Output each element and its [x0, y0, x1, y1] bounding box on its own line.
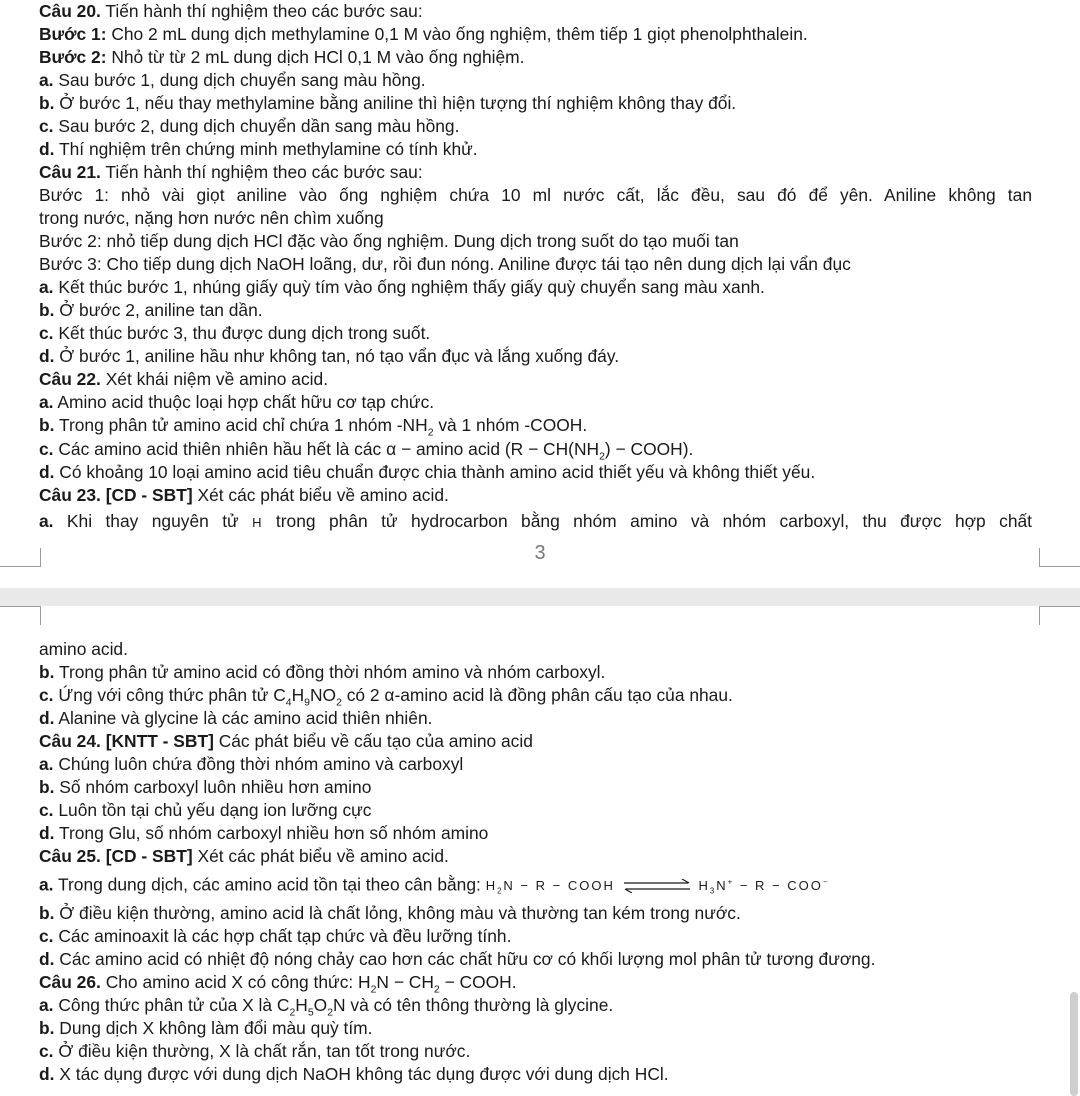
text-line — [39, 345, 1032, 367]
question-label: Câu 22. — [39, 369, 101, 389]
text-line — [39, 322, 1032, 344]
page-separator — [0, 588, 1080, 606]
equilibrium-left: $H_2N - R$ − COOH — [485, 878, 615, 896]
question-24-option-c: c. Luôn tồn tại chủ yếu dạng ion lưỡng cực — [39, 800, 372, 820]
line-text: Kết thúc bước 3, thu được dung dịch trong suốt. — [53, 323, 431, 343]
question-25-option-a: a. Trong dung dịch, các amino acid tồn tại theo cân bằng: $H_2N - R$ − COOH $H_3N^+ - R - COO^-$ — [39, 874, 830, 896]
text-line — [39, 23, 1032, 45]
text-line — [39, 115, 1032, 137]
text-line — [39, 138, 1032, 160]
question-23-option-c: c. Ứng với công thức phân tử $C_4H_9NO_2$ có 2 α-amino acid là đồng phân cấu tạo của nhau. — [39, 685, 733, 709]
question-26-option-a: a. Công thức phân tử của X là $C_2H_5O_2N$ và có tên thông thường là glycine. — [39, 995, 614, 1019]
question-26-title: Câu 26. Cho amino acid X có công thức: $H_2N - CH_2$ − COOH. — [39, 972, 517, 996]
question-label: b. — [39, 93, 55, 113]
page-corner-mark — [1039, 548, 1080, 567]
text-line — [39, 69, 1032, 91]
question-24-title: Câu 24. [KNTT - SBT] Các phát biểu về cấu tạo của amino acid — [39, 731, 533, 751]
text-line — [39, 92, 1032, 114]
line-text: Sau bước 1, dung dịch chuyển sang màu hồng. — [53, 70, 426, 90]
page-corner-mark — [0, 606, 41, 625]
line-text: Tiến hành thí nghiệm theo các bước sau: — [100, 1, 423, 21]
line-text: Cho 2 mL dung dịch methylamine 0,1 M vào ống nghiệm, thêm tiếp 1 giọt phenolphthalein. — [106, 24, 808, 44]
line-text: Sau bước 2, dung dịch chuyển dần sang màu hồng. — [53, 116, 460, 136]
line-text: Tiến hành thí nghiệm theo các bước sau: — [100, 162, 423, 182]
page-corner-mark — [0, 548, 41, 567]
line-text: Nhỏ từ từ 2 mL dung dịch HCl 0,1 M vào ống nghiệm. — [106, 47, 525, 67]
question-23-option-d: d. Alanine và glycine là các amino acid thiên nhiên. — [39, 708, 433, 728]
line-text: Ở bước 1, nếu thay methylamine bằng aniline thì hiện tượng thí nghiệm không thay đổi. — [54, 93, 737, 113]
question-label: d. — [39, 139, 55, 159]
question-23-title: Câu 23. [CD - SBT] Xét các phát biểu về amino acid. — [39, 485, 449, 505]
question-label: Câu 20. — [39, 1, 101, 21]
question-25-option-d: d. Các amino acid có nhiệt độ nóng chảy cao hơn các chất hữu cơ có khối lượng mol phân tử tương đương. — [39, 949, 876, 969]
question-label: d. — [39, 346, 55, 366]
question-label: c. — [39, 116, 54, 136]
question-26-option-d: d. X tác dụng được với dung dịch NaOH không tác dụng được với dung dịch HCl. — [39, 1064, 669, 1084]
line-text: Ở bước 2, aniline tan dần. — [54, 300, 263, 320]
question-22-option-b: b. Trong phân tử amino acid chỉ chứa 1 nhóm $-NH_2$ và 1 nhóm -COOH. — [39, 415, 588, 439]
text-line — [39, 391, 1032, 413]
line-text: Thí nghiệm trên chứng minh methylamine có tính khử. — [54, 139, 478, 159]
question-26-option-c: c. Ở điều kiện thường, X là chất rắn, tan tốt trong nước. — [39, 1041, 471, 1061]
text-line — [39, 299, 1032, 321]
document-page-4 — [0, 606, 1080, 1096]
line-text: trong nước, nặng hơn nước nên chìm xuống — [39, 208, 384, 228]
question-23-option-b: b. Trong phân tử amino acid có đồng thời nhóm amino và nhóm carboxyl. — [39, 662, 606, 682]
question-22-option-d: d. Có khoảng 10 loại amino acid tiêu chuẩn được chia thành amino acid thiết yếu và không thiết yếu. — [39, 462, 816, 482]
question-25-option-c: c. Các aminoaxit là các hợp chất tạp chức và đều lưỡng tính. — [39, 926, 512, 946]
line-text: Bước 3: Cho tiếp dung dịch NaOH loãng, dư, rồi đun nóng. Aniline được tái tạo nên dung dịch lại vẩn đục — [39, 254, 851, 274]
question-24-option-d: d. Trong Glu, số nhóm carboxyl nhiều hơn số nhóm amino — [39, 823, 489, 843]
question-23-option-a-continued: amino acid. — [39, 639, 128, 659]
question-label: Câu 21. — [39, 162, 101, 182]
question-label: a. — [39, 70, 54, 90]
text-line — [39, 276, 1032, 298]
line-text: Xét khái niệm về amino acid. — [100, 369, 329, 389]
text-line — [39, 368, 1032, 390]
page-corner-mark — [1039, 606, 1080, 625]
question-22-option-c: c. Các amino acid thiên nhiên hầu hết là các α − amino acid ($R - CH(NH_2)$ − COOH). — [39, 439, 694, 463]
text-line — [39, 253, 1032, 275]
question-label: b. — [39, 300, 55, 320]
question-label: c. — [39, 323, 54, 343]
question-25-title: Câu 25. [CD - SBT] Xét các phát biểu về amino acid. — [39, 846, 449, 866]
line-text: Kết thúc bước 1, nhúng giấy quỳ tím vào ống nghiệm thấy giấy quỳ chuyển sang màu xanh. — [53, 277, 765, 297]
text-line — [39, 230, 1032, 252]
question-label: Bước 1: — [39, 24, 107, 44]
line-text: Amino acid thuộc loại hợp chất hữu cơ tạp chức. — [53, 392, 435, 412]
question-25-option-b: b. Ở điều kiện thường, amino acid là chất lỏng, không màu và thường tan kém trong nước. — [39, 903, 741, 923]
text-line — [39, 46, 1032, 68]
text-line — [39, 184, 1032, 206]
question-label: Bước 2: — [39, 47, 107, 67]
line-text: Bước 2: nhỏ tiếp dung dịch HCl đặc vào ống nghiệm. Dung dịch trong suốt do tạo muối tan — [39, 231, 739, 251]
text-line — [39, 0, 1032, 22]
question-23-option-a: a. Khi thay nguyên tử H trong phân tử hydrocarbon bằng nhóm amino và nhóm carboxyl, thu được hợp chất — [39, 511, 1032, 531]
equilibrium-right: $H_3N^+ - R - COO^-$ — [698, 878, 830, 896]
question-24-option-a: a. Chúng luôn chứa đồng thời nhóm amino và carboxyl — [39, 754, 464, 774]
page-number: 3 — [534, 542, 546, 564]
text-line — [39, 207, 1032, 229]
line-text: Bước 1: nhỏ vài giọt aniline vào ống nghiệm chứa 10 ml nước cất, lắc đều, sau đó để yên. Aniline không tan — [39, 185, 1032, 205]
vertical-scrollbar[interactable] — [1070, 992, 1078, 1096]
equilibrium-arrow-icon — [622, 879, 692, 893]
question-label: a. — [39, 392, 54, 412]
text-line — [39, 161, 1032, 183]
question-label: a. — [39, 277, 54, 297]
line-text: Ở bước 1, aniline hầu như không tan, nó tạo vẩn đục và lắng xuống đáy. — [54, 346, 620, 366]
question-24-option-b: b. Số nhóm carboxyl luôn nhiều hơn amino — [39, 777, 372, 797]
question-26-option-b: b. Dung dịch X không làm đổi màu quỳ tím. — [39, 1018, 373, 1038]
